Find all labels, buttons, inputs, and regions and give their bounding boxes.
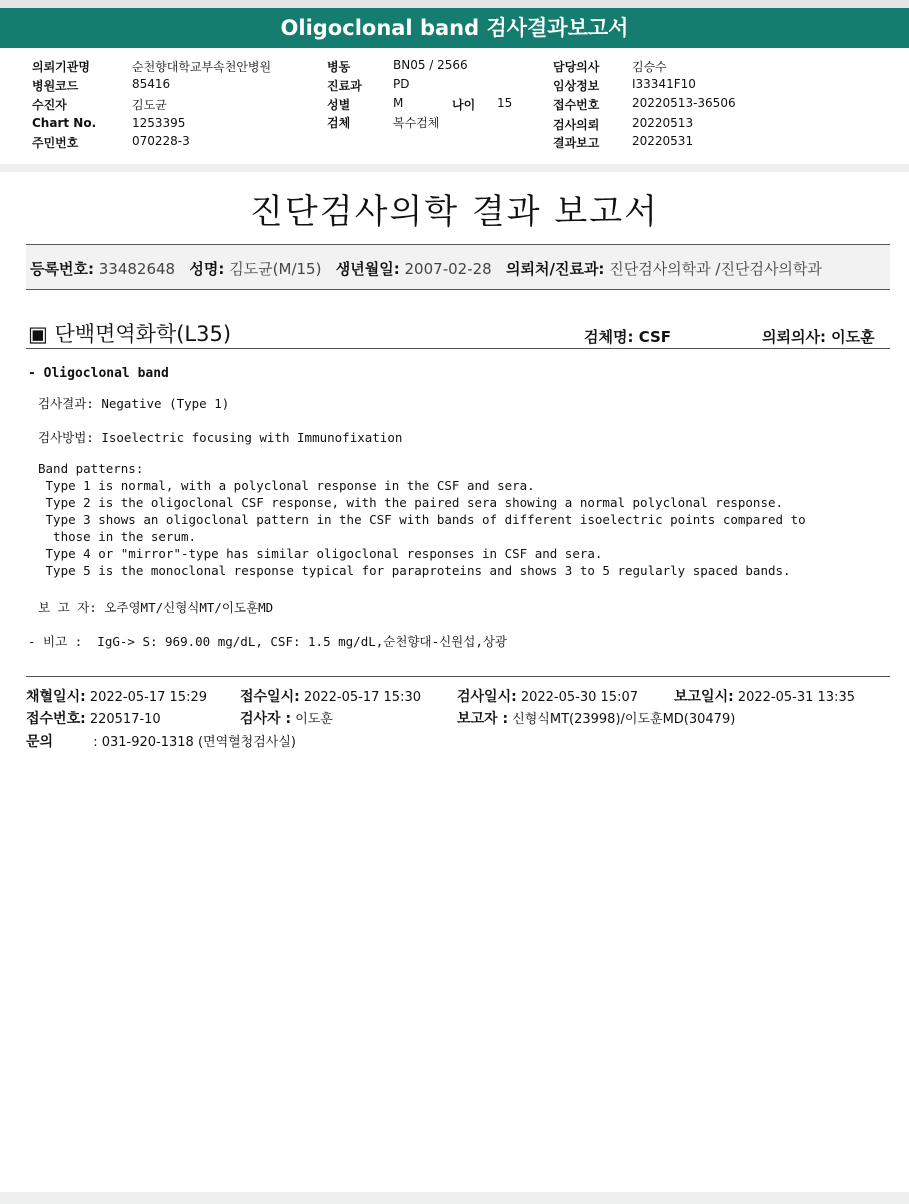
dept-label: 의뢰처/진료과: [506, 260, 605, 278]
requesting-doctor: 의뢰의사: 이도훈 [762, 328, 875, 346]
bottom-strip [0, 1192, 909, 1204]
tester [240, 708, 333, 728]
reporter [457, 708, 735, 728]
band-pattern-line: Type 5 is the monoclonal response typical for paraproteins and shows 3 to 5 regularly spaced bands. [38, 563, 791, 578]
report-label: 보고일시: [674, 689, 734, 705]
test-method: 검사방법: Isoelectric focusing with Immunofixation [38, 430, 403, 445]
label-resident-no: 주민번호 [32, 136, 79, 150]
label-chart-no: Chart No. [32, 116, 97, 130]
band-pattern-line: Type 1 is normal, with a polyclonal response in the CSF and sera. [38, 478, 535, 493]
band-pattern-line: Type 4 or "mirror"-type has similar oligoclonal responses in CSF and sera. [38, 546, 603, 561]
value-accession-no: 20220513-36506 [632, 96, 736, 110]
label-ward: 병동 [327, 60, 351, 74]
contact [26, 731, 296, 751]
value-specimen: 복수검체 [393, 116, 440, 130]
receive-time [240, 686, 421, 706]
test-result: 검사결과: Negative (Type 1) [38, 396, 230, 411]
report-time [674, 686, 855, 706]
contact-value: : 031-920-1318 (면역혈청검사실) [93, 735, 296, 750]
band-pattern-line: those in the serum. [38, 529, 197, 544]
tester-value: 이도훈 [295, 712, 333, 727]
label-clinical-info: 임상정보 [553, 79, 600, 93]
receive-label: 접수일시: [240, 689, 300, 705]
test-label: 검사일시: [457, 689, 517, 705]
test-time [457, 686, 638, 706]
label-physician: 담당의사 [553, 60, 600, 74]
dept-value: 진단검사의학과 /진단검사의학과 [609, 260, 822, 278]
label-patient: 수진자 [32, 98, 67, 112]
label-specimen: 검체 [327, 116, 351, 130]
reg-no-value: 33482648 [98, 260, 176, 278]
report-banner: Oligoclonal band 검사결과보고서 [0, 8, 909, 48]
patient-info-bar [26, 244, 890, 290]
section-header [26, 318, 890, 349]
band-patterns-title: Band patterns: [38, 461, 144, 476]
value-hospital-code: 85416 [132, 77, 171, 91]
top-strip [0, 0, 909, 8]
dob-label: 생년월일: [335, 260, 400, 278]
value-clinical-info: I33341F10 [632, 77, 696, 91]
remark-line: - 비고 : IgG-> S: 969.00 mg/dL, CSF: 1.5 mg/dL,순천향대-신원섭,상광 [28, 634, 508, 649]
value-physician: 김승수 [632, 60, 667, 74]
label-age: 나이 [452, 98, 476, 112]
report-title: 진단검사의학 결과 보고서 [250, 192, 659, 232]
reg-no-label: 등록번호: [30, 260, 94, 278]
band-pattern-line: Type 2 is the oligoclonal CSF response, with the paired sera showing a normal polyclonal response. [38, 495, 784, 510]
reporter-value: 신형식MT(23998)/이도훈MD(30479) [512, 712, 736, 727]
collect-time [26, 686, 207, 706]
contact-label: 문의 [26, 734, 54, 750]
label-department: 진료과 [327, 79, 362, 93]
value-request-date: 20220513 [632, 116, 694, 130]
name-value: 김도균(M/15) [229, 260, 322, 278]
label-hospital-code: 병원코드 [32, 79, 79, 93]
value-resident-no: 070228-3 [132, 134, 190, 148]
value-chart-no: 1253395 [132, 116, 186, 130]
collect-label: 채혈일시: [26, 689, 86, 705]
value-sex: M [393, 96, 404, 110]
accno-label: 접수번호: [26, 711, 86, 727]
specimen-name: 검체명: CSF [584, 328, 672, 346]
collect-value: 2022-05-17 15:29 [89, 690, 207, 705]
report-value: 2022-05-31 13:35 [737, 690, 855, 705]
label-accession-no: 접수번호 [553, 98, 600, 112]
label-institution: 의뢰기관명 [32, 60, 90, 74]
footer-divider [26, 676, 890, 677]
value-ward: BN05 / 2566 [393, 58, 468, 72]
value-patient: 김도균 [132, 98, 167, 112]
label-sex: 성별 [327, 98, 351, 112]
order-info-header [0, 52, 909, 164]
receive-value: 2022-05-17 15:30 [303, 690, 421, 705]
accno-value: 220517-10 [89, 712, 161, 727]
reporter-line: 보 고 자: 오주영MT/신형식MT/이도훈MD [38, 600, 274, 615]
value-age: 15 [497, 96, 513, 110]
accession-number [26, 708, 161, 728]
section-title: ▣ 단백면역화학(L35) [28, 322, 232, 346]
label-request-date: 검사의뢰 [553, 118, 600, 132]
tester-label: 검사자 : [240, 711, 292, 727]
value-institution: 순천향대학교부속천안병원 [132, 60, 272, 74]
label-report-date: 결과보고 [553, 136, 600, 150]
test-value: 2022-05-30 15:07 [520, 690, 638, 705]
value-department: PD [393, 77, 410, 91]
band-pattern-line: Type 3 shows an oligoclonal pattern in the CSF with bands of different isoelectric points compared to [38, 512, 806, 527]
dob-value: 2007-02-28 [404, 260, 492, 278]
name-label: 성명: [189, 260, 225, 278]
test-name: - Oligoclonal band [28, 366, 169, 381]
section-divider [0, 164, 909, 172]
value-report-date: 20220531 [632, 134, 694, 148]
reporter-label: 보고자 : [457, 711, 509, 727]
